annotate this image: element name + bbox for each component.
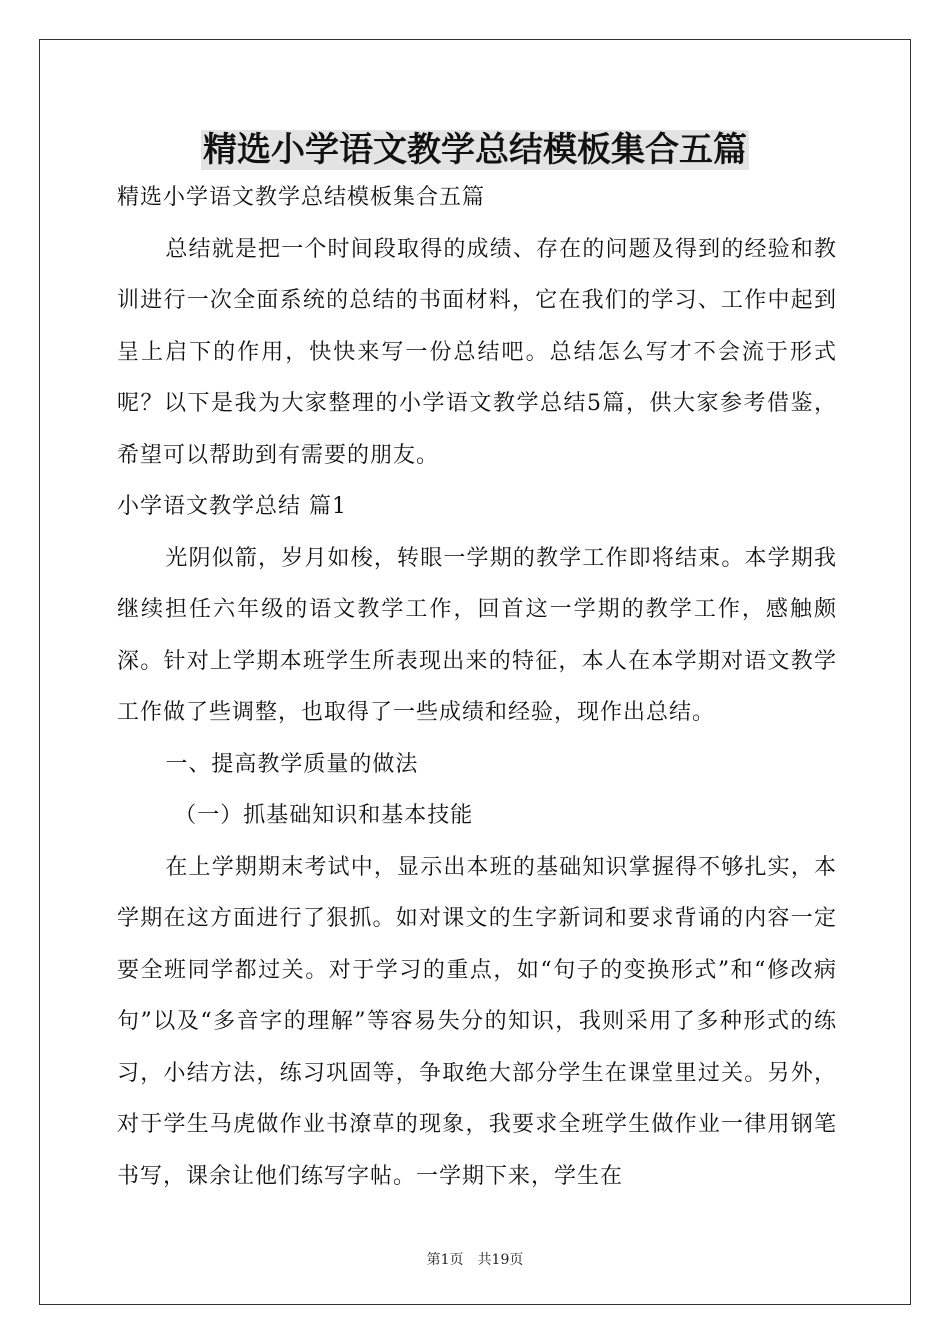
page-number: 第1页 bbox=[426, 1252, 464, 1268]
paragraph-subtitle: 精选小学语文教学总结模板集合五篇 bbox=[117, 185, 486, 210]
heading-level-2: （一）抓基础知识和基本技能 bbox=[174, 803, 474, 828]
paragraph-body: 在上学期期末考试中，显示出本班的基础知识掌握得不够扎实，本学期在这方面进行了狠抓。如对课文的生字新词和要求背诵的内容一定要全班同学都过关。对于学习的重点，如“句子的变换形式”和“修改病句”以及“多音字的理解”等容易失分的知识，我则采用了多种形式的练习，小结方法，练习巩固等，争取绝大部分学生在课堂里过关。另外，对于学生马虎做作业书潦草的现象，我要求全班学生做作业一律用钢笔书写，课余让他们练写字帖。一学期下来，学生在 bbox=[117, 854, 837, 1189]
paragraph-opening: 光阴似箭，岁月如梭，转眼一学期的教学工作即将结束。本学期我继续担任六年级的语文教学工作，回首这一学期的教学工作，感触颇深。针对上学期本班学生所表现出来的特征，本人在本学期对语文教学工作做了些调整，也取得了一些成绩和经验，现作出总结。 bbox=[117, 545, 837, 725]
heading-level-1: 一、提高教学质量的做法 bbox=[165, 751, 419, 777]
page-total: 共19页 bbox=[477, 1252, 524, 1268]
page-footer bbox=[0, 1249, 950, 1269]
section-heading: 小学语文教学总结 篇1 bbox=[117, 494, 347, 519]
document-title-text: 精选小学语文教学总结模板集合五篇 bbox=[203, 130, 747, 170]
paragraph-intro: 总结就是把一个时间段取得的成绩、存在的问题及得到的经验和教训进行一次全面系统的总结的书面材料，它在我们的学习、工作中起到呈上启下的作用，快快来写一份总结吧。总结怎么写才不会流于形式呢？以下是我为大家整理的小学语文教学总结5篇，供大家参考借鉴，希望可以帮助到有需要的朋友。 bbox=[117, 236, 837, 468]
document-title bbox=[0, 124, 950, 176]
document-body bbox=[117, 172, 837, 1202]
